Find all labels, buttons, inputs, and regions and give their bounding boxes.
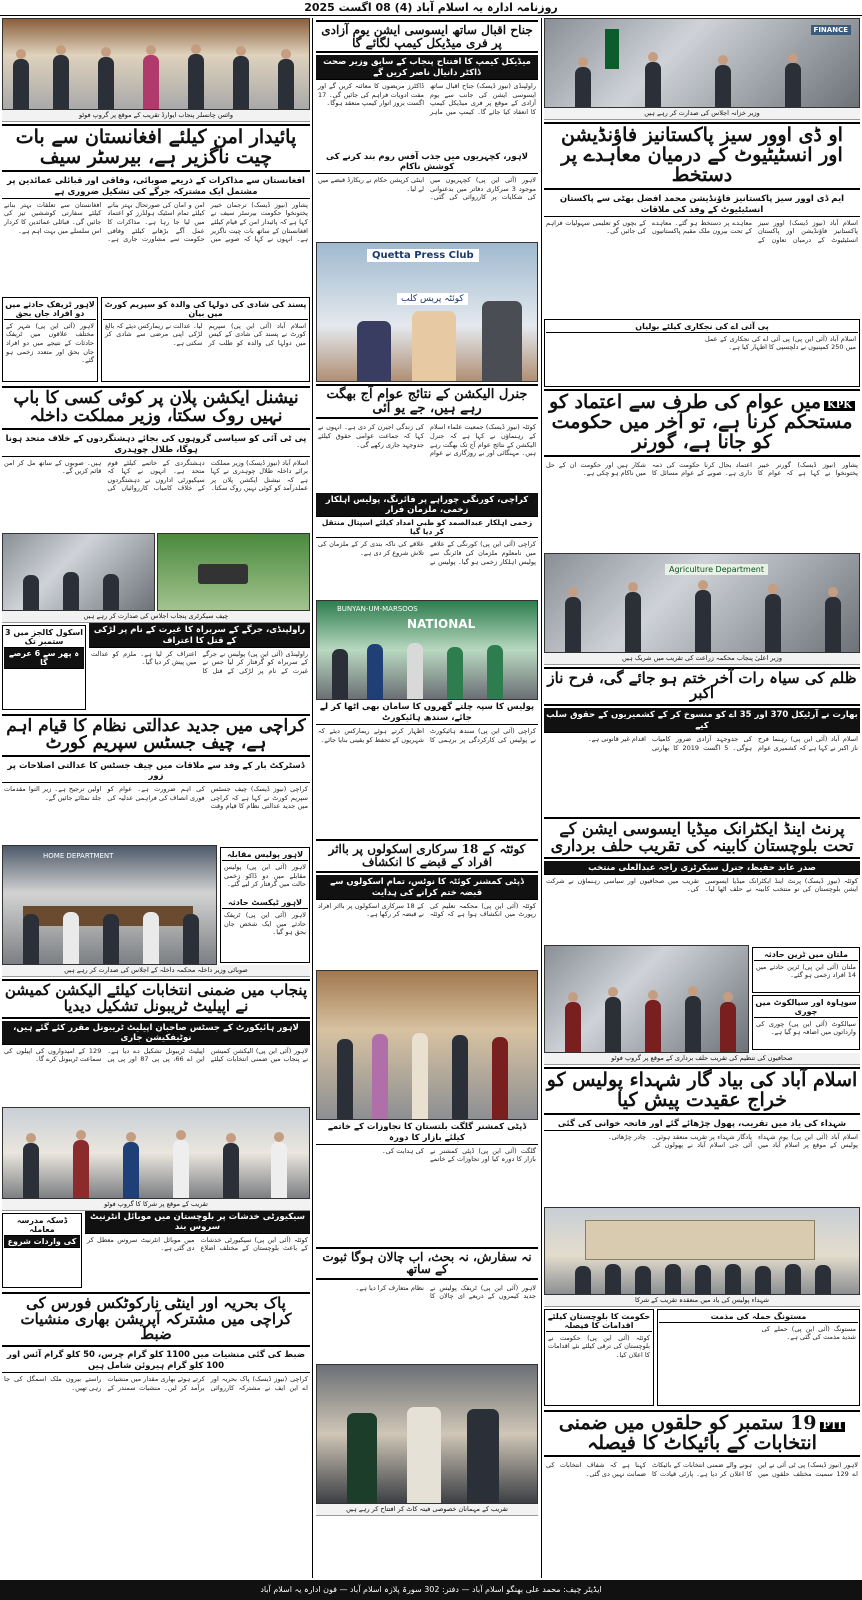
subheadline: لاہور، کچہریوں میں جذب آفس روم بند کرنے کی کوشش ناکام bbox=[316, 150, 538, 174]
subheadline: پی ٹی آئی کو سیاسی گروہوں کی بجائے دہشتگردوں کے خلاف متحد ہونا ہوگا، طلال چوہدری bbox=[2, 432, 310, 457]
subheadline: شہداء کی یاد میں تقریب، پھول چڑھائے گئے اور فاتحہ خوانی کی گئی bbox=[544, 1117, 860, 1131]
photo-sign: BUNYAN-UM-MARSOOS bbox=[337, 605, 418, 614]
headline-ops-agreement: او ڈی اوور سیز پاکستانیز فاؤنڈیشن اور انسٹیٹیوٹ کے درمیان معاہدے پر دستخط bbox=[544, 122, 860, 190]
article-body: گلگت (آئی این پی) ڈپٹی کمشنر نے بازار کا دورہ کیا اور تجاوزات کے خاتمے کی ہدایت کی۔ bbox=[381, 1146, 536, 1164]
headline-text: 19 ستمبر کو حلقوں میں ضمنی انتخابات کے بائیکاٹ کا فیصلہ bbox=[558, 1411, 817, 1454]
news-box bbox=[2, 625, 86, 710]
box-title: اسکول کالجز میں 3 ستمبر تک bbox=[5, 627, 83, 646]
box-body: لاہور (آئی این پی) شہر کے مختلف علاقوں میں ٹریفک حادثات کے نتیجے میں دو افراد جاں بحق اور متعدد زخمی ہو گئے۔ bbox=[6, 321, 94, 365]
small-boxes bbox=[752, 945, 860, 1053]
headline-boycott bbox=[544, 1410, 860, 1458]
photo-sign: Quetta Press Club bbox=[367, 249, 479, 262]
news-box bbox=[752, 947, 860, 993]
photo-agriculture bbox=[544, 553, 860, 653]
article-body: کراچی (نیوز ڈیسک) چیف جسٹس سپریم کورٹ نے کہا ہے کہ کراچی میں جدید عدالتی نظام کا قیام وقت کی اہم ضرورت ہے۔ عوام کو فوری انصاف کی فراہمی عدلیہ کی اولین ترجیح ہے۔ زیر التوا مقدمات جلد نمٹائے جائیں گے۔ bbox=[4, 785, 308, 811]
column-rule bbox=[312, 18, 313, 1578]
article-body: کوئٹہ (آئی این پی) محکمہ تعلیم کی رپورٹ میں انکشاف ہوا ہے کہ کوئٹہ کے 18 سرکاری اسکولوں پر بااثر افراد نے قبضہ کر رکھا ہے۔ bbox=[318, 901, 536, 919]
box-body: ملتان (آئی این پی) ٹرین حادثے میں 14 افراد زخمی ہو گئے۔ bbox=[756, 962, 856, 980]
article-body: کراچی (نیوز ڈیسک) پاک بحریہ اور اے این ایف نے مشترکہ کارروائی کرتے ہوئے بھاری مقدار میں منشیات برآمد کر لیں۔ منشیات سمندر کے راستے بیرون ملک اسمگل کی جا رہی تھیں۔ bbox=[4, 1375, 308, 1392]
news-box bbox=[544, 1309, 654, 1406]
photo-award bbox=[2, 18, 310, 110]
flag-icon bbox=[605, 29, 619, 69]
article-body: اسلام آباد (نیوز ڈیسک) وزیر مملکت برائے داخلہ طلال چوہدری نے کہا ہے کہ نیشنل ایکشن پلان پر عملدرآمد کو کوئی نہیں روک سکتا۔ دہشتگردی کے خاتمے کیلئے قوم متحد ہے۔ انہوں نے کہا کہ سیکیورٹی اداروں نے دہشتگردوں کے خلاف کامیاب کارروائیاں کی ہیں۔ صوبوں کے ساتھ مل کر امن قائم کریں گے۔ bbox=[4, 458, 308, 493]
box-title: لاہور ٹریفک حادثے میں دو افراد جاں بحق bbox=[5, 299, 95, 318]
boxes-row bbox=[2, 295, 310, 384]
photo-caption: تقریب کے موقع پر شرکا کا گروپ فوٹو bbox=[2, 1199, 310, 1211]
photo-caption: وزیر خزانہ اجلاس کی صدارت کر رہے ہیں bbox=[544, 108, 860, 120]
box-body: لاہور (آئی این پی) ٹریفک حادثے میں ایک شخص جاں بحق ہو گیا۔ bbox=[224, 911, 306, 937]
box-title: ہ پھر سے 6 عرصے گا bbox=[4, 648, 84, 669]
headline-quetta-schools: کوئٹہ کے 18 سرکاری اسکولوں پر بااثر افراد کے قبضے کا انکشاف bbox=[316, 839, 538, 872]
boxes-row bbox=[2, 623, 310, 712]
photo-inauguration bbox=[316, 1364, 538, 1504]
headline-farah-naz: ظلم کی سیاہ رات آخر ختم ہو جائے گی، فرح ناز اکبر bbox=[544, 667, 860, 707]
pti-tag: PTI bbox=[820, 1422, 846, 1433]
photo-sign: Agriculture Department bbox=[665, 564, 768, 575]
subheadline: زخمی اہلکار عبدالصمد کو طبی امداد کیلئے اسپتال منتقل کر دیا گیا bbox=[316, 517, 538, 538]
subheadline: ڈپٹی کمشنر گلگت بلتستان کا تجاوزات کے خاتمے کیلئے بازار کا دورہ bbox=[316, 1120, 538, 1145]
middle-column bbox=[316, 18, 538, 1578]
news-box bbox=[101, 297, 310, 382]
photo-ribbon-cutting bbox=[316, 970, 538, 1120]
robot-shape bbox=[198, 564, 248, 584]
headline-text: میں عوام کی طرف سے اعتماد کو مستحکم کرنا ہے، تو آخر میں حکومت کو جانا ہے، گورنر bbox=[549, 390, 853, 453]
box-body: مستونگ (آئی این پی) حملے کی شدید مذمت کی گئی ہے۔ bbox=[761, 1324, 856, 1342]
box-body: سیالکوٹ (آئی این پی) چوری کی وارداتوں میں اضافہ ہو گیا ہے۔ bbox=[756, 1019, 856, 1037]
news-box bbox=[2, 297, 98, 382]
photo-caption: چیف سیکرٹری پنجاب اجلاس کی صدارت کر رہے ہیں bbox=[2, 611, 310, 623]
news-box bbox=[220, 847, 310, 963]
subheadline: ایم ڈی اوور سیز پاکستانیز فاؤنڈیشن محمد افضل بھٹی سے پاکستان انسٹیٹیوٹ کے وفد کی ملاقات bbox=[544, 192, 860, 217]
subheadline: کراچی، کورنگی چوراہے پر فائرنگ، پولیس اہلکار زخمی، ملزمان فرار bbox=[316, 493, 538, 517]
article-body: کراچی (آئی این پی) کورنگی کے علاقے میں نامعلوم ملزمان کی فائرنگ سے پولیس اہلکار زخمی ہو گیا۔ پولیس نے علاقے کی ناکہ بندی کر کے ملزمان کی تلاش شروع کر دی ہے۔ bbox=[318, 540, 536, 566]
box-body: اسلام آباد (آئی این پی) پی آئی اے کی نجکاری کے عمل میں 250 کمپنیوں نے دلچسپی کا اظہار کیا ہے۔ bbox=[705, 334, 856, 352]
box-title: ڈسکہ مدرسہ معاملہ bbox=[4, 1215, 80, 1236]
headline-tribunal: پنجاب میں ضمنی انتخابات کیلئے الیکشن کمیشن نے اپیلیٹ ٹریبونل تشکیل دیدیا bbox=[2, 979, 310, 1019]
photo-sign: کوئٹہ پریس کلب bbox=[397, 293, 468, 305]
photo-caption: وائس چانسلر پنجاب ایوارڈ تقریب کے موقع پر گروپ فوٹو bbox=[2, 110, 310, 122]
photo-national-event bbox=[316, 600, 538, 700]
boxes-row bbox=[544, 945, 860, 1053]
news-box bbox=[544, 319, 860, 387]
article-group bbox=[89, 623, 310, 712]
headline-e-challan: نہ سفارش، نہ بحث، اب چالان ہوگا ثبوت کے ساتھ bbox=[316, 1247, 538, 1280]
masthead: روزنامہ ادارہ یہ اسلام آباد (4) 08 اگست 2025 bbox=[0, 0, 862, 16]
photo-home-department: HOME DEPARTMENT bbox=[2, 845, 217, 965]
photo-caption: صحافیوں کی تنظیم کی تقریب حلف برداری کے موقع پر گروپ فوٹو bbox=[544, 1053, 860, 1065]
kpk-tag: KPK bbox=[824, 401, 855, 412]
article-body: کراچی (آئی این پی) سندھ ہائیکورٹ نے پولیس کی کارکردگی پر برہمی کا اظہار کرتے ہوئے ریمارکس دیئے کہ شہریوں کے تحفظ کو یقینی بنایا جائے۔ bbox=[318, 727, 536, 745]
box-title: کی واردات شروع bbox=[4, 1236, 80, 1248]
photo-caption: وزیر اعلیٰ پنجاب محکمہ زراعت کی تقریب میں شریک ہیں bbox=[544, 653, 860, 665]
box-title: سوہاوہ اور سیالکوٹ میں چوری bbox=[755, 997, 857, 1016]
subheadline: سیکیورٹی خدشات پر بلوچستان میں موبائل انٹرنیٹ سروس بند bbox=[85, 1211, 310, 1234]
photo-oath-ceremony bbox=[544, 945, 749, 1053]
article-body: پشاور (نیوز ڈیسک) ترجمان خیبر پختونخوا حکومت بیرسٹر سیف نے کہا ہے کہ پائیدار امن کے قیام کیلئے افغانستان کے ساتھ بات چیت ناگزیر ہے۔ انہوں نے کہا کہ صوبے میں امن و امان کی صورتحال بہتر بنانے کیلئے تمام اسٹیک ہولڈرز کو اعتماد میں لیا جا رہا ہے۔ مذاکرات کا عمل آگے بڑھانے کیلئے وفاقی حکومت سے مشاورت جاری ہے۔ افغانستان سے تعلقات بہتر بنانے کیلئے سفارتی کوششیں تیز کی جائیں گی۔ قبائلی عمائدین کا کردار اس سلسلے میں بہت اہم ہے۔ bbox=[4, 200, 308, 244]
photo-sign: NATIONAL bbox=[407, 617, 476, 632]
article-body: لاہور (آئی این پی) ٹریفک پولیس نے جدید کیمروں کے ذریعے ای چالان کا نظام متعارف کرا دیا ہے۔ bbox=[355, 1283, 536, 1301]
article-body: اسلام آباد (نیوز ڈیسک) اوور سیز پاکستانیز فاؤنڈیشن اور پاکستان انسٹیٹیوٹ کے درمیان تعاون کے معاہدے پر دستخط ہو گئے۔ معاہدے کے تحت بیرون ملک مقیم پاکستانیوں کے بچوں کو تعلیمی سہولیات فراہم کی جائیں گی۔ bbox=[546, 218, 858, 244]
subheadline: لاہور ہائیکورٹ کے جسٹس صاحبان اپیلیٹ ٹریبونل مقرر کئے گئے ہیں، نوٹیفکیشن جاری bbox=[2, 1021, 310, 1045]
photo-caption: تقریب کے مہمانان خصوصی فیتہ کاٹ کر افتتاح کر رہے ہیں bbox=[316, 1504, 538, 1516]
article-body: کوئٹہ (آئی این پی) سیکیورٹی خدشات کے باعث بلوچستان کے مختلف اضلاع میں موبائل انٹرنیٹ سروس معطل کر دی گئی ہے۔ bbox=[87, 1235, 308, 1253]
headline-media-association: پرنٹ اینڈ ایکٹرانک میڈیا ایسوسی ایشن کے تحت بلوچستان کابینہ کی تقریب حلف برداری bbox=[544, 817, 860, 859]
photo-caption: شہداء پولیس کی یاد میں منعقدہ تقریب کے شرکا bbox=[544, 1295, 860, 1307]
article-body: کوئٹہ (نیوز ڈیسک) جمعیت علماء اسلام کے رہنماؤں نے کہا ہے کہ جنرل الیکشن کے نتائج عوام آج تک بھگت رہے ہیں۔ مہنگائی اور بے روزگاری نے عوام کی زندگی اجیرن کر دی ہے۔ انہوں نے کہا کہ جماعت عوامی حقوق کیلئے جدوجہد جاری رکھے گی۔ bbox=[318, 423, 536, 458]
subheadline: ڈسٹرکٹ بار کے وفد سے ملاقات میں چیف جسٹس کا عدالتی اصلاحات پر زور bbox=[2, 759, 310, 783]
news-box bbox=[657, 1309, 860, 1406]
article-body: راولپنڈی (آئی این پی) پولیس نے جرگے کے سربراہ کو گرفتار کر لیا جس نے غیرت کے نام پر لڑکی کے قتل کا اعتراف کر لیا ہے۔ ملزم کو عدالت میں پیش کر دیا گیا۔ bbox=[91, 649, 308, 675]
box-body: اسلام آباد (آئی این پی) سپریم کورٹ نے پسند کی شادی کے کیس میں دولہا کی والدہ کو طلب کر لیا۔ عدالت نے ریمارکس دیئے کہ بالغ لڑکی اپنی مرضی سے شادی کر سکتی ہے۔ bbox=[105, 321, 306, 348]
article-body: لاہور (نیوز ڈیسک) پی ٹی آئی نے این اے 129 سمیت مختلف حلقوں میں ہونے والے ضمنی انتخابات کے بائیکاٹ کا اعلان کر دیا ہے۔ پارٹی قیادت کا کہنا ہے کہ شفاف انتخابات کی ضمانت نہیں دی گئی۔ bbox=[546, 1461, 858, 1479]
left-column bbox=[2, 18, 310, 1578]
photo-row bbox=[2, 533, 310, 611]
box-body: کوئٹہ (آئی این پی) حکومت نے بلوچستان کی ترقی کیلئے نئے اقدامات کا اعلان کیا۔ bbox=[548, 1333, 650, 1359]
boxes-row bbox=[2, 845, 310, 965]
subheadline: ڈپٹی کمشنر کوئٹہ کا نوٹس، تمام اسکولوں سے قبضہ ختم کرانے کی ہدایت bbox=[316, 875, 538, 900]
article-body: اسلام آباد (آئی این پی) یوم شہداء پولیس کے موقع پر اسلام آباد میں یادگار شہداء پر تقریب منعقد ہوئی۔ آئی جی اسلام آباد نے پھولوں کی چادر چڑھائی۔ bbox=[607, 1132, 858, 1150]
right-column bbox=[544, 18, 860, 1578]
headline-jui: جنرل الیکشن کے نتائج عوام آج بھگت رہے ہیں، جے یو آئی bbox=[316, 384, 538, 419]
photo-robot bbox=[157, 533, 310, 611]
box-title: لاہور ٹیکسٹ حادثہ bbox=[222, 897, 308, 909]
article-body: لاہور (آئی این پی) الیکشن کمیشن نے پنجاب میں ضمنی انتخابات کیلئے اپیلیٹ ٹریبونل تشکیل دے دیا ہے۔ این اے 66، پی پی 87 اور پی پی 129 کے امیدواروں کی اپیلوں کی سماعت ٹریبونل کرے گا۔ bbox=[4, 1046, 308, 1064]
news-box bbox=[752, 995, 860, 1050]
box-title: پسند کی شادی کی دولہا کی والدہ کو سپریم کورٹ میں بیان bbox=[104, 299, 307, 318]
photo-sign: FINANCE bbox=[811, 25, 851, 35]
subheadline: صدر عابد حفیظ، جنرل سیکرٹری راجہ عبدالعلی منتخب bbox=[544, 861, 860, 875]
article-body: اسلام آباد (آئی این پی) رہنما فرح ناز اکبر نے کہا ہے کہ کشمیری عوام کی جدوجہد آزادی ضرور کامیاب ہوگی۔ 5 اگست 2019 کا بھارتی اقدام غیر قانونی ہے۔ bbox=[587, 735, 858, 752]
headline-anf-operation: پاک بحریہ اور اینٹی نارکوٹکس فورس کی کراچی میں مشترکہ آپریشن بھاری منشیات ضبط bbox=[2, 1292, 310, 1347]
photo-finance-meeting bbox=[544, 18, 860, 108]
photo-building bbox=[544, 1207, 860, 1295]
headline-medical-camp: جناح اقبال ساتھ ایسوسی ایشن یوم آزادی پر فری میڈیکل کیمپ لگائے گا bbox=[316, 20, 538, 53]
box-body: لاہور (آئی این پی) پولیس مقابلے میں دو ڈاکو زخمی حالت میں گرفتار کر لیے گئے۔ bbox=[224, 863, 306, 889]
box-title: مستونگ حملہ کی مذمت bbox=[659, 1311, 858, 1323]
headline-martyrs: اسلام آباد کی بیاد گار شہداء پولیس کو خراج عقیدت پیش کیا bbox=[544, 1067, 860, 1115]
news-box bbox=[2, 1213, 82, 1288]
column-rule bbox=[541, 18, 542, 1578]
article-group bbox=[85, 1211, 310, 1290]
photo-meeting bbox=[2, 533, 155, 611]
headline-karachi-courts: کراچی میں جدید عدالتی نظام کا قیام اہم ہے، چیف جسٹس سپریم کورٹ bbox=[2, 714, 310, 758]
subheadline: میڈیکل کیمپ کا افتتاح پنجاب کے سابق وزیر صحت ڈاکٹر دانیال ناصر کریں گے bbox=[316, 55, 538, 80]
box-title: حکومت کا بلوچستان کیلئے اقدامات کا فیصلہ bbox=[547, 1311, 651, 1330]
footer-imprint: ایڈیٹر چیف: محمد علی بھنگو اسلام آباد — دفتر: 302 سورۃ پلازہ اسلام آباد — فون ادارہ یہ اسلام آباد bbox=[0, 1580, 862, 1600]
subheadline: راولپنڈی، جرگے کے سربراہ کا غیرت کے نام پر لڑکی کے قتل کا اعتراف bbox=[89, 623, 310, 648]
headline-nap: نیشنل ایکشن پلان پر کوئی کسی کا باپ نہیں روک سکتا، وزیر مملکت داخلہ bbox=[2, 386, 310, 430]
photo-caption: صوبائی وزیر داخلہ محکمہ داخلہ کے اجلاس کی صدارت کر رہے ہیں bbox=[2, 965, 310, 977]
article-body: راولپنڈی (نیوز ڈیسک) جناح اقبال ساتھ ایسوسی ایشن کی جانب سے یوم آزادی کے موقع پر فری میڈیکل کیمپ کا انعقاد کیا جائے گا۔ کیمپ میں ماہر ڈاکٹرز مریضوں کا معائنہ کریں گے اور مفت ادویات فراہم کی جائیں گی۔ 17 اگست بروز اتوار کیمپ منعقد ہوگا۔ bbox=[318, 82, 536, 116]
boxes-row bbox=[544, 1307, 860, 1408]
building-shape bbox=[585, 1220, 815, 1260]
subheadline: ضبط کی گئی منشیات میں 1100 کلو گرام چرس، 50 کلو گرام آئس اور 100 کلو گرام ہیروئن شامل ہیں bbox=[2, 1349, 310, 1373]
photo-press-club bbox=[316, 242, 538, 382]
box-title: پی آئی اے کی نجکاری کیلئے بولیاں bbox=[546, 321, 858, 333]
box-title: لاہور پولیس مقابلہ bbox=[222, 849, 308, 861]
headline-barrister-saif: پائیدار امن کیلئے افغانستان سے بات چیت ناگزیر ہے، بیرسٹر سیف bbox=[2, 124, 310, 172]
photo-group bbox=[2, 1107, 310, 1199]
boxes-row bbox=[2, 1211, 310, 1290]
article-body: پشاور (نیوز ڈیسک) گورنر خیبر پختونخوا نے کہا ہے کہ عوام کا اعتماد بحال کرنا حکومت کی ذمہ داری ہے۔ صوبے کے عوام مسائل کا شکار ہیں اور حکومت ان کے حل میں ناکام ہو چکی ہے۔ bbox=[546, 460, 858, 478]
subheadline: افغانستان سے مذاکرات کے ذریعے صوبائی، وفاقی اور قبائلی عمائدین پر مشتمل ایک مشترکہ جرگے کی تشکیل ضروری ہے bbox=[2, 174, 310, 199]
headline-governor bbox=[544, 389, 860, 457]
photo-group bbox=[544, 945, 749, 1053]
subheadline: پولیس کا سپہ چلتے گھروں کا سامان بھی اٹھا کر لے جائے، سندھ ہائیکورٹ bbox=[316, 700, 538, 725]
article-body: کوئٹہ (نیوز ڈیسک) پرنٹ اینڈ ایکٹرانک میڈیا ایسوسی ایشن بلوچستان کی نو منتخب کابینہ نے حلف اٹھا لیا۔ تقریب میں صحافیوں اور سیاسی رہنماؤں نے شرکت کی۔ bbox=[546, 876, 858, 894]
box-title: ملتان میں ٹرین حادثہ bbox=[754, 949, 858, 961]
article-body: لاہور (آئی این پی) کچہریوں میں موجود 3 سرکاری دفاتر میں بدعنوانی کی شکایات پر کارروائی کی گئی۔ اینٹی کرپشن حکام نے ریکارڈ قبضے میں لے لیا۔ bbox=[318, 176, 536, 202]
subheadline: بھارت نے آرٹیکل 370 اور 35 اے کو منسوخ کر کے کشمیریوں کے حقوق سلب کیے bbox=[544, 708, 860, 733]
